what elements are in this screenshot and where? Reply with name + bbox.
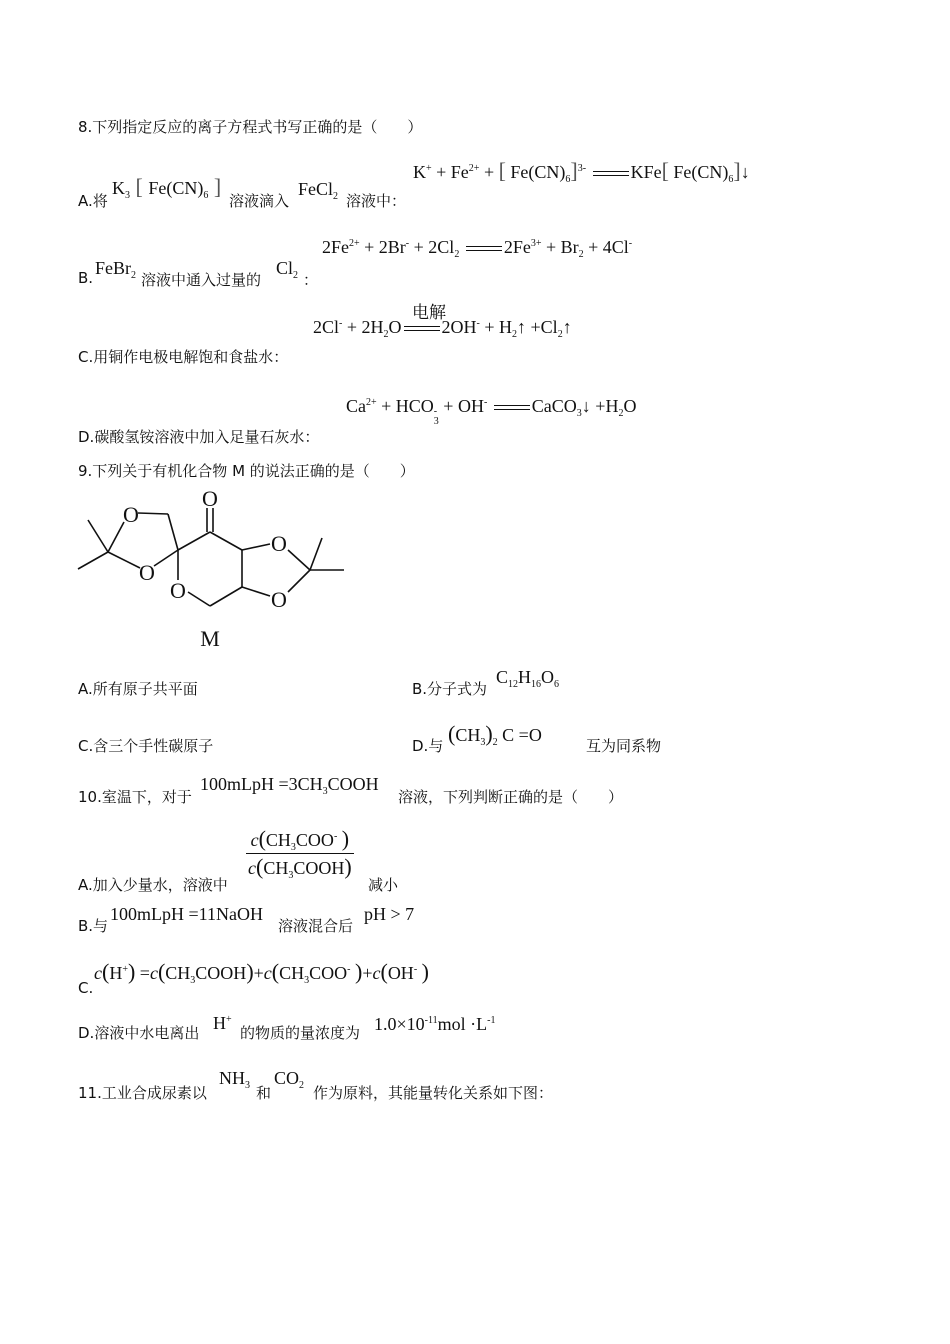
- q9-option-b: B.分子式为: [412, 680, 488, 698]
- q9-option-a: A.所有原子共平面: [78, 680, 198, 698]
- q10-stem-formula: 100mLpH $=3CH_3COOH$: [200, 774, 379, 797]
- q10b-cond: pH > 7: [364, 904, 415, 924]
- q10-option-c: C.: [78, 979, 94, 997]
- bond: [78, 552, 108, 569]
- q9-stem: 9.下列关于有机化合物 M 的说法正确的是（ ）: [78, 462, 415, 480]
- oxygen-atom: O: [271, 531, 287, 556]
- q10-stem-pre: 10.室温下，对于: [78, 788, 192, 806]
- bond: [178, 532, 210, 550]
- q10a-fraction: $\frac{c(CH_3COO^- )}{c(CH_3COOH)}$: [248, 826, 352, 881]
- bond: [188, 592, 210, 606]
- option-a-prefix: A.将: [78, 192, 108, 210]
- q10d-mid: 的物质的量浓度为: [240, 1024, 361, 1042]
- q8d-equation: $Ca^{2+}$ + HCO - 3 + OH- CaCO$_3$↓ $+H_2O$: [346, 396, 637, 427]
- bond: [242, 587, 270, 596]
- q8-option-b: B.: [78, 269, 94, 287]
- q9d-post: 互为同系物: [586, 737, 662, 755]
- q9-option-d: D.与: [412, 737, 444, 755]
- q8a-reagent2: FeCl$_2$: [298, 179, 339, 202]
- q9d-formula: $(CH_3)_2$ C =O: [448, 721, 542, 748]
- oxygen-atom: O: [139, 560, 155, 585]
- q10d-value: $1.0\times 10^{-11}mol \cdot L^{-1}$: [374, 1014, 496, 1034]
- q9-option-c: C.含三个手性碳原子: [78, 737, 214, 755]
- q11-reagent-co2: $CO_2$: [274, 1068, 305, 1091]
- oxygen-atom: O: [271, 587, 287, 612]
- q8-stem: 8.下列指定反应的离子方程式书写正确的是（ ）: [78, 118, 423, 136]
- q11-reagent-nh3: $NH_3$: [219, 1068, 250, 1091]
- q10-option-b: B.与: [78, 917, 109, 935]
- bond: [288, 570, 310, 592]
- q8b-post: ：: [303, 271, 319, 289]
- q10b-mid: 溶液混合后: [278, 917, 354, 935]
- q10a-post: 减小: [368, 876, 399, 894]
- q11-stem-post: 作为原料，其能量转化关系如下图：: [313, 1084, 554, 1102]
- q8b-reagent: FeBr$_2$: [95, 258, 136, 281]
- bond: [168, 514, 178, 550]
- q10-option-d: D.溶液中水电离出: [78, 1024, 200, 1042]
- q8c-condition: 电解: [412, 303, 446, 323]
- bond: [210, 532, 242, 550]
- q8c-equation: $2Cl^- + 2H_2O$ $2OH^- + H_2↑$ $+Cl_2↑$: [313, 317, 572, 340]
- bond: [310, 538, 322, 570]
- bond: [108, 522, 124, 552]
- oxygen-atom: O: [123, 502, 139, 527]
- bond: [108, 552, 140, 568]
- q10c-equation: $c(H^+) =c(CH_3COOH)+c(CH_3COO^-$ )+c(OH- ): [94, 959, 429, 986]
- bond: [154, 550, 178, 566]
- q8a-equation: $K^+ + Fe^{2+}$ + [ $Fe(CN)_6]^{3-}$ KFe[ $Fe(CN)_6]↓$: [413, 158, 750, 185]
- q8a-mid: 溶液滴入: [229, 192, 290, 210]
- q8b-equation: $2Fe^{2+} + 2Br^- + 2Cl_2$ $2Fe^{3+} + Br_2 + 4Cl^-$: [322, 237, 633, 260]
- oxygen-atom: O: [202, 486, 218, 511]
- q10-option-a: A.加入少量水，溶液中: [78, 876, 228, 894]
- q8-option-c: C.用铜作电极电解饱和食盐水：: [78, 348, 289, 366]
- bond: [210, 587, 242, 606]
- q10b-formula: 100mLpH =11NaOH: [110, 904, 263, 924]
- q10d-ion: H+: [213, 1013, 232, 1033]
- q8-option-a: [78, 190, 108, 211]
- bond: [88, 520, 108, 552]
- q11-stem-mid: 和: [256, 1084, 272, 1102]
- molecule-m-structure: [70, 484, 360, 654]
- q8a-post: 溶液中：: [346, 192, 407, 210]
- molecule-label: M: [200, 626, 220, 651]
- q8a-reagent-formula: $K_3$ [ $Fe(CN)_6$ ]: [112, 174, 222, 201]
- oxygen-atom: O: [170, 578, 186, 603]
- q8b-reagent2: $Cl_2$: [276, 258, 299, 281]
- q11-stem-pre: 11.工业合成尿素以: [78, 1084, 207, 1102]
- q10-stem-post: 溶液，下列判断正确的是（ ）: [398, 788, 624, 806]
- bond: [242, 544, 270, 550]
- q9b-formula: $C_{12}H_{16}O_6$: [496, 667, 560, 690]
- q8-option-d: D.碳酸氢铵溶液中加入足量石灰水：: [78, 428, 320, 446]
- bond: [288, 550, 310, 570]
- q8b-mid: 溶液中通入过量的: [141, 271, 262, 289]
- bond: [138, 513, 168, 514]
